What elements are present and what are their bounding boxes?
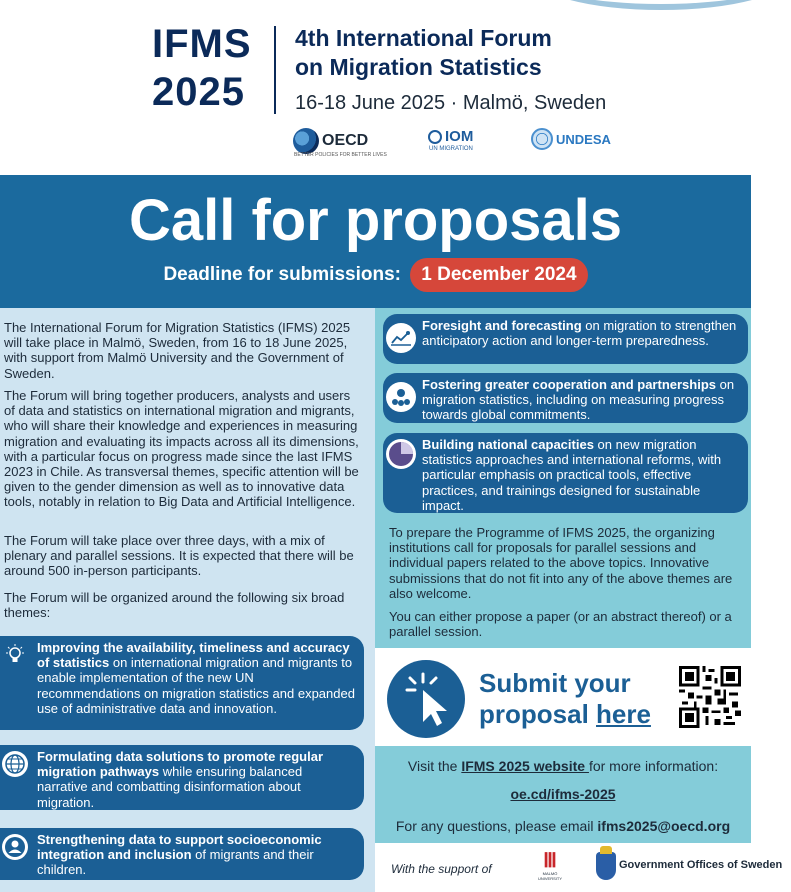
intro-paragraph: The International Forum for Migration Statistics (IFMS) 2025 will take place in Malmö, Sweden, from 16 to 18 June 2025, with support from Malmö University and the Government of Sweden.: [4, 320, 351, 381]
oecd-label: OECD: [322, 132, 369, 149]
theme-bold: Building national capacities: [422, 437, 594, 452]
email-pre: For any questions, please email: [395, 818, 598, 834]
theme-cooperation: [383, 373, 748, 423]
un-emblem-icon: [531, 128, 553, 150]
globe-icon: [2, 751, 28, 777]
theme-capacities: [383, 433, 748, 513]
forum-title: [295, 24, 552, 82]
person-icon: [2, 834, 28, 860]
support-label: With the support of: [391, 862, 492, 876]
theme-text: while ensuring balanced narrative and combatting disinformation about migration.: [37, 764, 303, 810]
theme-text: on new migration statistics approaches and international reforms, with particular emphasis on practical tools, effective practices, and trainings designed for sustainable impact.: [422, 437, 722, 513]
website-link[interactable]: IFMS 2025 website: [461, 758, 589, 774]
click-icon[interactable]: [387, 660, 465, 738]
qr-code-icon[interactable]: [679, 666, 741, 728]
forum-description-paragraph: The Forum will bring together producers, analysts and users of data and statistics on international migration and migrants, who will share their knowledge and experiences in measuring migration and evaluating its impacts across all its dimensions, with a particular focus on progress made since the last IFMS 2023 in Chile. As transversal themes, specific attention will be given to the gender dimension as well as to innovative data tools, notably in relation to Big Data and Artificial Intelligence.: [4, 388, 359, 510]
email-line: [375, 818, 751, 834]
deadline: [0, 258, 751, 292]
theme-text: on migration statistics, including on measuring progress towards global commitments.: [422, 377, 735, 423]
theme-text: on migration to strengthen anticipatory action and longer-term preparedness.: [422, 318, 737, 349]
theme-bold: Fostering greater cooperation and partnerships: [422, 377, 716, 392]
logo-line2: 2025: [152, 70, 245, 114]
sweden-crest-icon: [596, 852, 616, 880]
theme-bold: Formulating data solutions to promote regular migration pathways: [37, 749, 324, 780]
theme-bold: Foresight and forecasting: [422, 318, 582, 333]
malmo-label: MALMÖ UNIVERSITY: [537, 871, 562, 881]
undesa-logo[interactable]: [531, 128, 611, 150]
submit-box[interactable]: [375, 648, 751, 746]
theme-text: of migrants and their children.: [37, 847, 314, 878]
date-location: 16-18 June 2025 · Malmö, Sweden: [295, 92, 607, 114]
oecd-logo[interactable]: [293, 128, 387, 158]
website-url-link[interactable]: oe.cd/ifms-2025: [510, 786, 616, 802]
title-line2: on Migration Statistics: [295, 54, 542, 80]
title-line1: 4th International Forum: [295, 25, 552, 51]
government-label: Government Offices of Sweden: [619, 859, 783, 871]
submit-line2: proposal: [479, 699, 597, 729]
proposal-options-paragraph: You can either propose a paper (or an abstract thereof) or a parallel session.: [389, 609, 732, 640]
theme-regular-pathways: [0, 745, 364, 810]
theme-text: on international migration and migrants to enable implementation of the new UN recommendations on migration statistics and expanded use of administrative data and innovation.: [37, 655, 355, 716]
visit-line: [375, 758, 751, 774]
partner-logos: [293, 128, 633, 162]
banner: [0, 175, 751, 308]
call-for-proposals-title: Call for proposals: [128, 188, 623, 253]
iom-tagline: UN MIGRATION: [429, 146, 473, 152]
oecd-icon: [293, 128, 319, 154]
iom-logo[interactable]: [428, 128, 474, 152]
visit-pre: Visit the: [407, 758, 462, 774]
iom-icon: [428, 130, 442, 144]
decorative-arc: [531, 0, 791, 10]
malmo-mark-icon: Ⅲ: [543, 850, 557, 872]
pie-icon: [386, 439, 416, 469]
right-column: [375, 308, 783, 892]
call-paragraph: To prepare the Programme of IFMS 2025, the organizing institutions call for proposals for parallel sessions and individual papers related to the above topics. Innovative submissions that do not fit into any of the above themes are also welcome.: [389, 525, 733, 601]
malmo-university-logo: [537, 851, 563, 885]
submit-line1: Submit your: [479, 668, 631, 698]
theme-bold: Improving the availability, timeliness and accuracy of statistics: [37, 640, 350, 671]
header: [0, 0, 751, 175]
oecd-tagline: BETTER POLICIES FOR BETTER LIVES: [294, 152, 387, 158]
network-icon: [386, 382, 416, 412]
theme-integration: [0, 828, 364, 880]
here-link[interactable]: here: [596, 699, 651, 729]
support-bar: [375, 843, 783, 892]
theme-bold: Strengthening data to support socioeconomic integration and inclusion: [37, 832, 322, 863]
theme-foresight: [383, 314, 748, 364]
left-column: [0, 308, 375, 892]
format-paragraph: The Forum will take place over three days, with a mix of plenary and parallel sessions. It is expected that there will be around 500 in-person participants.: [4, 533, 354, 579]
deadline-date-badge: 1 December 2024: [410, 258, 587, 292]
themes-intro-paragraph: The Forum will be organized around the following six broad themes:: [4, 590, 345, 621]
chart-icon: [386, 323, 416, 353]
divider: [274, 26, 276, 114]
visit-post: for more information:: [588, 758, 719, 774]
ifms-logo: [152, 20, 262, 116]
logo-line1: IFMS: [152, 22, 252, 66]
deadline-label: Deadline for submissions:: [163, 264, 401, 285]
email-link[interactable]: ifms2025@oecd.org: [597, 818, 731, 834]
theme-availability: [0, 636, 364, 730]
iom-label: IOM: [445, 128, 474, 145]
submit-proposal-link[interactable]: [479, 668, 651, 730]
lightbulb-icon: [2, 642, 28, 668]
undesa-label: UNDESA: [556, 131, 611, 147]
